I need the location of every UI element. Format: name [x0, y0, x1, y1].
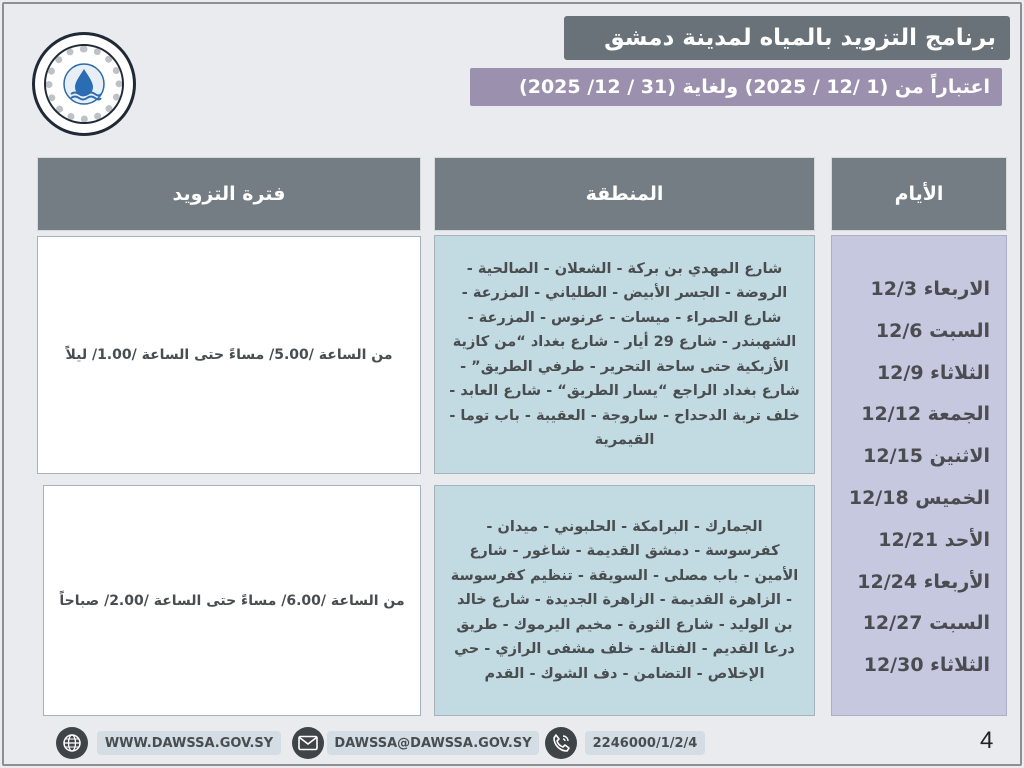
- day-item: السبت 12/6: [875, 319, 990, 342]
- page-title: برنامج التزويد بالمياه لمدينة دمشق: [564, 16, 1010, 60]
- website-link[interactable]: WWW.DAWSSA.GOV.SY: [97, 731, 281, 755]
- day-item: الجمعة 12/12: [861, 403, 990, 426]
- day-item: الخميس 12/18: [848, 486, 990, 509]
- period-text-1: من الساعة /5.00/ مساءً حتى الساعة /1.00/ ليلاً: [65, 347, 393, 363]
- period-cell-1: [37, 236, 421, 474]
- header-period: فترة التزويد: [37, 157, 421, 231]
- day-item: السبت 12/27: [862, 612, 990, 635]
- globe-icon: [56, 727, 88, 759]
- days-column: [831, 235, 1007, 716]
- area-cell-2: [434, 485, 815, 716]
- day-item: الثلاثاء 12/30: [863, 654, 990, 677]
- area-text-1: شارع المهدي بن بركة - الشعلان - الصالحية - الروضة - الجسر الأبيض - الطلياني - المزرعة - شارع الحمراء - ميسات - عرنوس - المزرعة - الشهبندر - شارع 29 أيار - شارع بغداد “من كازية الأزبكية حتى ساحة التحرير - طرفي الطريق” - شارع بغداد الراجع “يسار الطريق“ - شارع العابد - خلف تربة الدحداح - ساروجة - العقيبة - باب توما - القيمرية: [449, 260, 800, 448]
- period-cell-2: [43, 485, 421, 716]
- phone-icon: [545, 727, 577, 759]
- header-area: المنطقة: [434, 157, 815, 231]
- area-cell-1: [434, 235, 815, 474]
- area-text-2: الجمارك - البرامكة - الحلبوني - ميدان - كفرسوسة - دمشق القديمة - شاغور - شارع الأمين - باب مصلى - السويقة - تنظيم كفرسوسة - الزاهرة القديمة - الزاهرة الجديدة - شارع خالد بن الوليد - شارع الثورة - مخيم اليرموك - طريق درعا القديم - الفتالة - خلف مشفى الرازي - حي الإخلاص - التضامن - دف الشوك - القدم: [450, 518, 799, 682]
- page-number: 4: [980, 727, 994, 754]
- day-item: الثلاثاء 12/9: [876, 361, 990, 384]
- date-range-subtitle: اعتباراً من (1 /12 / 2025) ولغاية (31 / 12/ 2025): [470, 68, 1002, 106]
- header-days: الأيام: [831, 157, 1007, 231]
- day-item: الأربعاء 12/24: [857, 570, 990, 593]
- mail-icon: [292, 727, 324, 759]
- day-item: الاربعاء 12/3: [870, 278, 990, 300]
- phone-number[interactable]: 2246000/1/2/4: [585, 731, 705, 755]
- day-item: الاثنين 12/15: [863, 445, 990, 468]
- email-link[interactable]: DAWSSA@DAWSSA.GOV.SY: [327, 731, 539, 755]
- organization-logo: [32, 32, 136, 136]
- day-item: الأحد 12/21: [878, 528, 990, 551]
- period-text-2: من الساعة /6.00/ مساءً حتى الساعة /2.00/ صباحاً: [59, 592, 405, 609]
